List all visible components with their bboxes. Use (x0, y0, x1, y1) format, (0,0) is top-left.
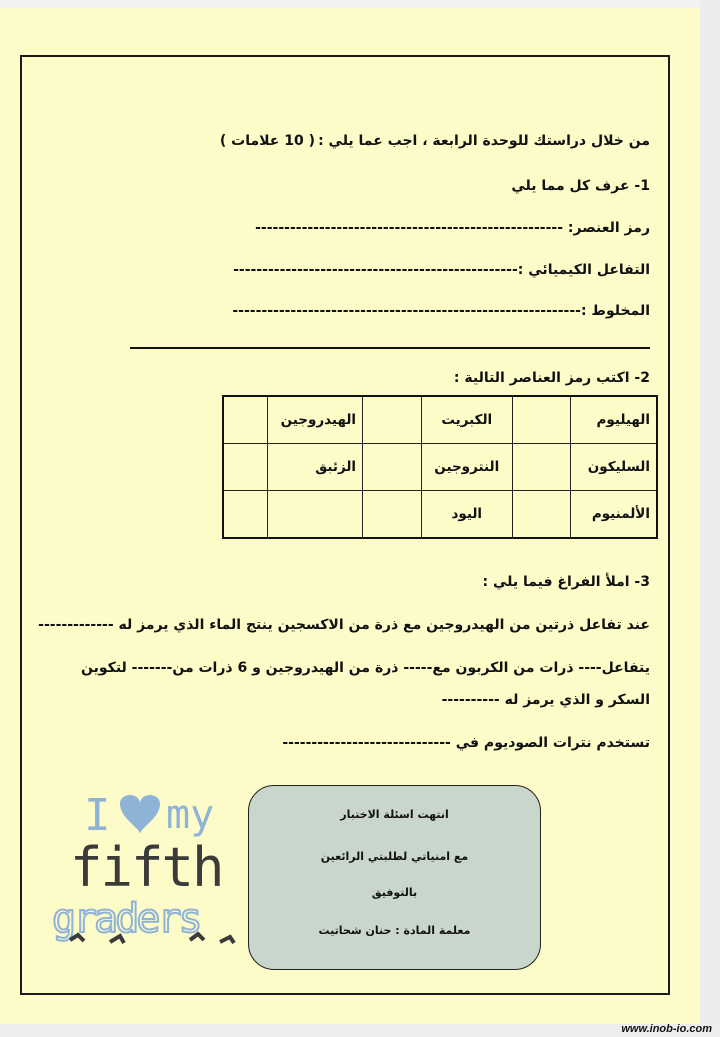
section-divider (130, 347, 650, 349)
q1-title: 1- عرف كل مما يلي (511, 178, 650, 194)
closing-line-good-luck: بالتوفيق (371, 886, 418, 899)
table-cell: الهيليوم (571, 396, 657, 444)
site-watermark: www.inob-io.com (621, 1023, 712, 1035)
answer-cell[interactable] (223, 491, 268, 539)
q1-item-mixture: المخلوط :------------------------------------------------------------ (232, 303, 650, 319)
closing-line-end: انتهت اسئلة الاختبار (340, 808, 449, 821)
answer-cell[interactable] (363, 444, 422, 491)
table-cell (268, 491, 363, 539)
closing-line-wishes: مع امنياتي لطلبتي الرائعين (320, 850, 469, 863)
heart-icon (120, 795, 160, 834)
answer-cell[interactable] (223, 396, 268, 444)
q1-item-element-symbol: رمز العنصر: ----------------------------------------------------- (255, 220, 650, 236)
q1-item-chemical-reaction: التفاعل الكيميائي :------------------------------------------------- (233, 262, 650, 278)
table-cell: النتروجين (421, 444, 512, 491)
sticker-my: my (166, 792, 215, 838)
table-row (223, 396, 657, 444)
answer-cell[interactable] (363, 491, 422, 539)
table-row (223, 491, 657, 539)
element-symbols-table (222, 395, 658, 539)
table-cell: الهيدروجين (268, 396, 363, 444)
table-cell: السليكون (571, 444, 657, 491)
bottom-strip (0, 1024, 720, 1037)
table-cell: الزئبق (268, 444, 363, 491)
sticker-i: I (84, 790, 111, 841)
table-cell: اليود (421, 491, 512, 539)
answer-cell[interactable] (512, 491, 571, 539)
q3-line-sodium-nitrate: تستخدم نترات الصوديوم في ----------------------------- (282, 735, 650, 751)
q3-line-water: عند تفاعل ذرتين من الهيدروجين مع ذرة من الاكسجين ينتج الماء الذي يرمز له ------------- (38, 617, 650, 633)
q3-line-sugar-symbol: السكر و الذي يرمز له ---------- (441, 692, 650, 708)
instruction-text: من خلال دراستك للوحدة الرابعة ، اجب عما يلي : (318, 133, 650, 149)
table-cell: الكبريت (421, 396, 512, 444)
sticker-graders: graders (52, 896, 200, 942)
answer-cell[interactable] (512, 444, 571, 491)
closing-line-teacher: معلمة المادة : حنان شحاتيت (318, 924, 471, 937)
q3-title: 3- املأ الفراغ فيما يلي : (482, 574, 650, 590)
q2-title: 2- اكتب رمز العناصر التالية : (453, 370, 650, 386)
table-cell: الألمنيوم (571, 491, 657, 539)
sticker-fifth: fifth (70, 836, 223, 899)
i-love-my-fifth-graders-sticker (50, 782, 260, 952)
q3-line-sugar: يتفاعل---- ذرات من الكربون مع----- ذرة من الهيدروجين و 6 ذرات من------- لتكوين (81, 660, 650, 676)
closing-message-box (248, 785, 541, 970)
answer-cell[interactable] (512, 396, 571, 444)
answer-cell[interactable] (223, 444, 268, 491)
marks-text: ( 10 علامات ) (219, 133, 315, 149)
table-row (223, 444, 657, 491)
answer-cell[interactable] (363, 396, 422, 444)
